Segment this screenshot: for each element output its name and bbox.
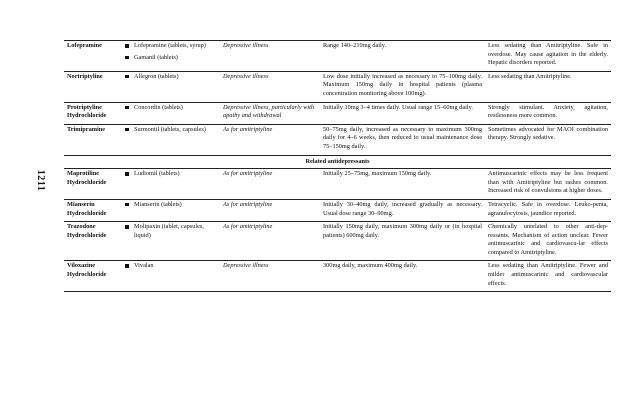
brand-name: Surmontil (tablets, capsules) [134,125,206,133]
list-item [125,104,217,113]
drug-name: Mianserin Hydrochloride [64,199,122,221]
notes: Sometimes advocated for MAOI combination therapy. Strongly sedative. [485,124,611,155]
drug-name: Maprotiline Hydrochloride [64,169,122,200]
bullet-icon [125,75,129,79]
bullet-icon [125,172,129,176]
drug-name: Protriptyline Hydrochloride [64,102,122,124]
indication: Depressive illness [220,41,320,72]
indication: As for amitriptyline [220,199,320,221]
table-row [64,102,611,124]
brand-list [125,126,217,135]
brand-cell [122,222,220,261]
section-heading-row [64,155,611,169]
indication: As for amitriptyline [220,222,320,261]
brand-list [125,104,217,113]
notes: Less sedating than Amitriptyline. Fewer and milder antimuscarinic and cardiovascular effects. [485,261,611,292]
brand-cell [122,199,220,221]
notes: Antimuscarinic effects may be less frequent than with Amitriptyline but rashes common. Increased risk of convulsions at higher doses. [485,169,611,200]
brand-list [125,262,217,271]
brand-name: Ludiomil (tablets) [134,170,180,178]
page-number: 1211 [35,169,47,192]
dosage: Initially 30–40mg daily, increased gradually as necessary. Usual dose range 30–90mg. [320,199,485,221]
list-item [125,126,217,135]
brand-list [125,42,217,62]
dosage: Low dose initially increased as necessary to 75–100mg daily. Maximum 150mg daily in hospital patients (plasma concentration monitoring above 100mg). [320,71,485,102]
bullet-icon [125,106,129,110]
indication: As for amitriptyline [220,169,320,200]
drug-name: Lofepramine [64,41,122,72]
indication: Depressive illness [220,71,320,102]
table-row [64,199,611,221]
brand-name: Mianserin (tablets) [134,200,182,208]
notes: Less sedating than Amitriptyline. [485,71,611,102]
list-item [125,223,217,240]
notes: Chemically unrelated to other anti-dep-ressants. Mechanism of action unclear. Fewer antimuscarinic and cardiovascu-lar effects compared to Amitriptyline. [485,222,611,261]
indication: As for amitriptyline [220,124,320,155]
dosage: Range 140–210mg daily. [320,41,485,72]
drug-name: Nortriptyline [64,71,122,102]
drug-table [64,40,611,292]
list-item [125,73,217,82]
brand-cell [122,261,220,292]
bullet-icon [125,44,129,48]
brand-name: Gamanil (tablets) [134,53,178,61]
brand-cell [122,41,220,72]
brand-name: Vivalan [134,262,154,270]
dosage: 50–75mg daily, increased as necessary to maximum 300mg daily for 4–6 weeks, then reduced to usual maintenance dose 75–150mg daily. [320,124,485,155]
drug-name: Viloxazine Hydrochloride [64,261,122,292]
drug-name: Trimipramine [64,124,122,155]
notes: Less sedating than Amitriptyline. Safe in overdose. May cause agitation in the elderly. Hepatic disorders reported. [485,41,611,72]
table-row [64,124,611,155]
indication: Depressive illness, particularly with apathy and withdrawal [220,102,320,124]
brand-cell [122,102,220,124]
bullet-icon [125,128,129,132]
brand-list [125,201,217,210]
list-item [125,54,217,63]
dosage: Initially 10mg 3–4 times daily. Usual range 15–60mg daily. [320,102,485,124]
brand-list [125,73,217,82]
indication: Depressive illness [220,261,320,292]
bullet-icon [125,264,129,268]
list-item [125,42,217,51]
bullet-icon [125,203,129,207]
brand-name: Lofepramine (tablets, syrup) [134,42,206,49]
dosage: Initially 150mg daily, maximum 300mg daily or (in hospital patients) 600mg daily. [320,222,485,261]
brand-list [125,223,217,240]
table-row [64,169,611,200]
bullet-icon [125,56,129,60]
list-item [125,170,217,179]
brand-cell [122,71,220,102]
table-row [64,41,611,72]
table-row [64,71,611,102]
dosage: Initially 25–75mg, maximum 150mg daily. [320,169,485,200]
brand-list [125,170,217,179]
dosage: 300mg daily, maximum 400mg daily. [320,261,485,292]
brand-cell [122,124,220,155]
bullet-icon [125,225,129,229]
table-row [64,261,611,292]
brand-name: Molipaxin (tablet, capsules, liquid) [134,223,204,239]
section-heading: Related antidepressants [64,155,611,169]
notes: Strongly stimulant. Anxiety, agitation, restlessness more common. [485,102,611,124]
list-item [125,262,217,271]
drug-name: Trazodone Hydrochloride [64,222,122,261]
table-row [64,222,611,261]
list-item [125,201,217,210]
brand-name: Concordin (tablets) [134,103,183,111]
brand-name: Allegron (tablets) [134,72,179,80]
brand-cell [122,169,220,200]
notes: Tetracyclic. Safe in overdose. Leuko-penia, agranulocytosis, jaundice reported. [485,199,611,221]
